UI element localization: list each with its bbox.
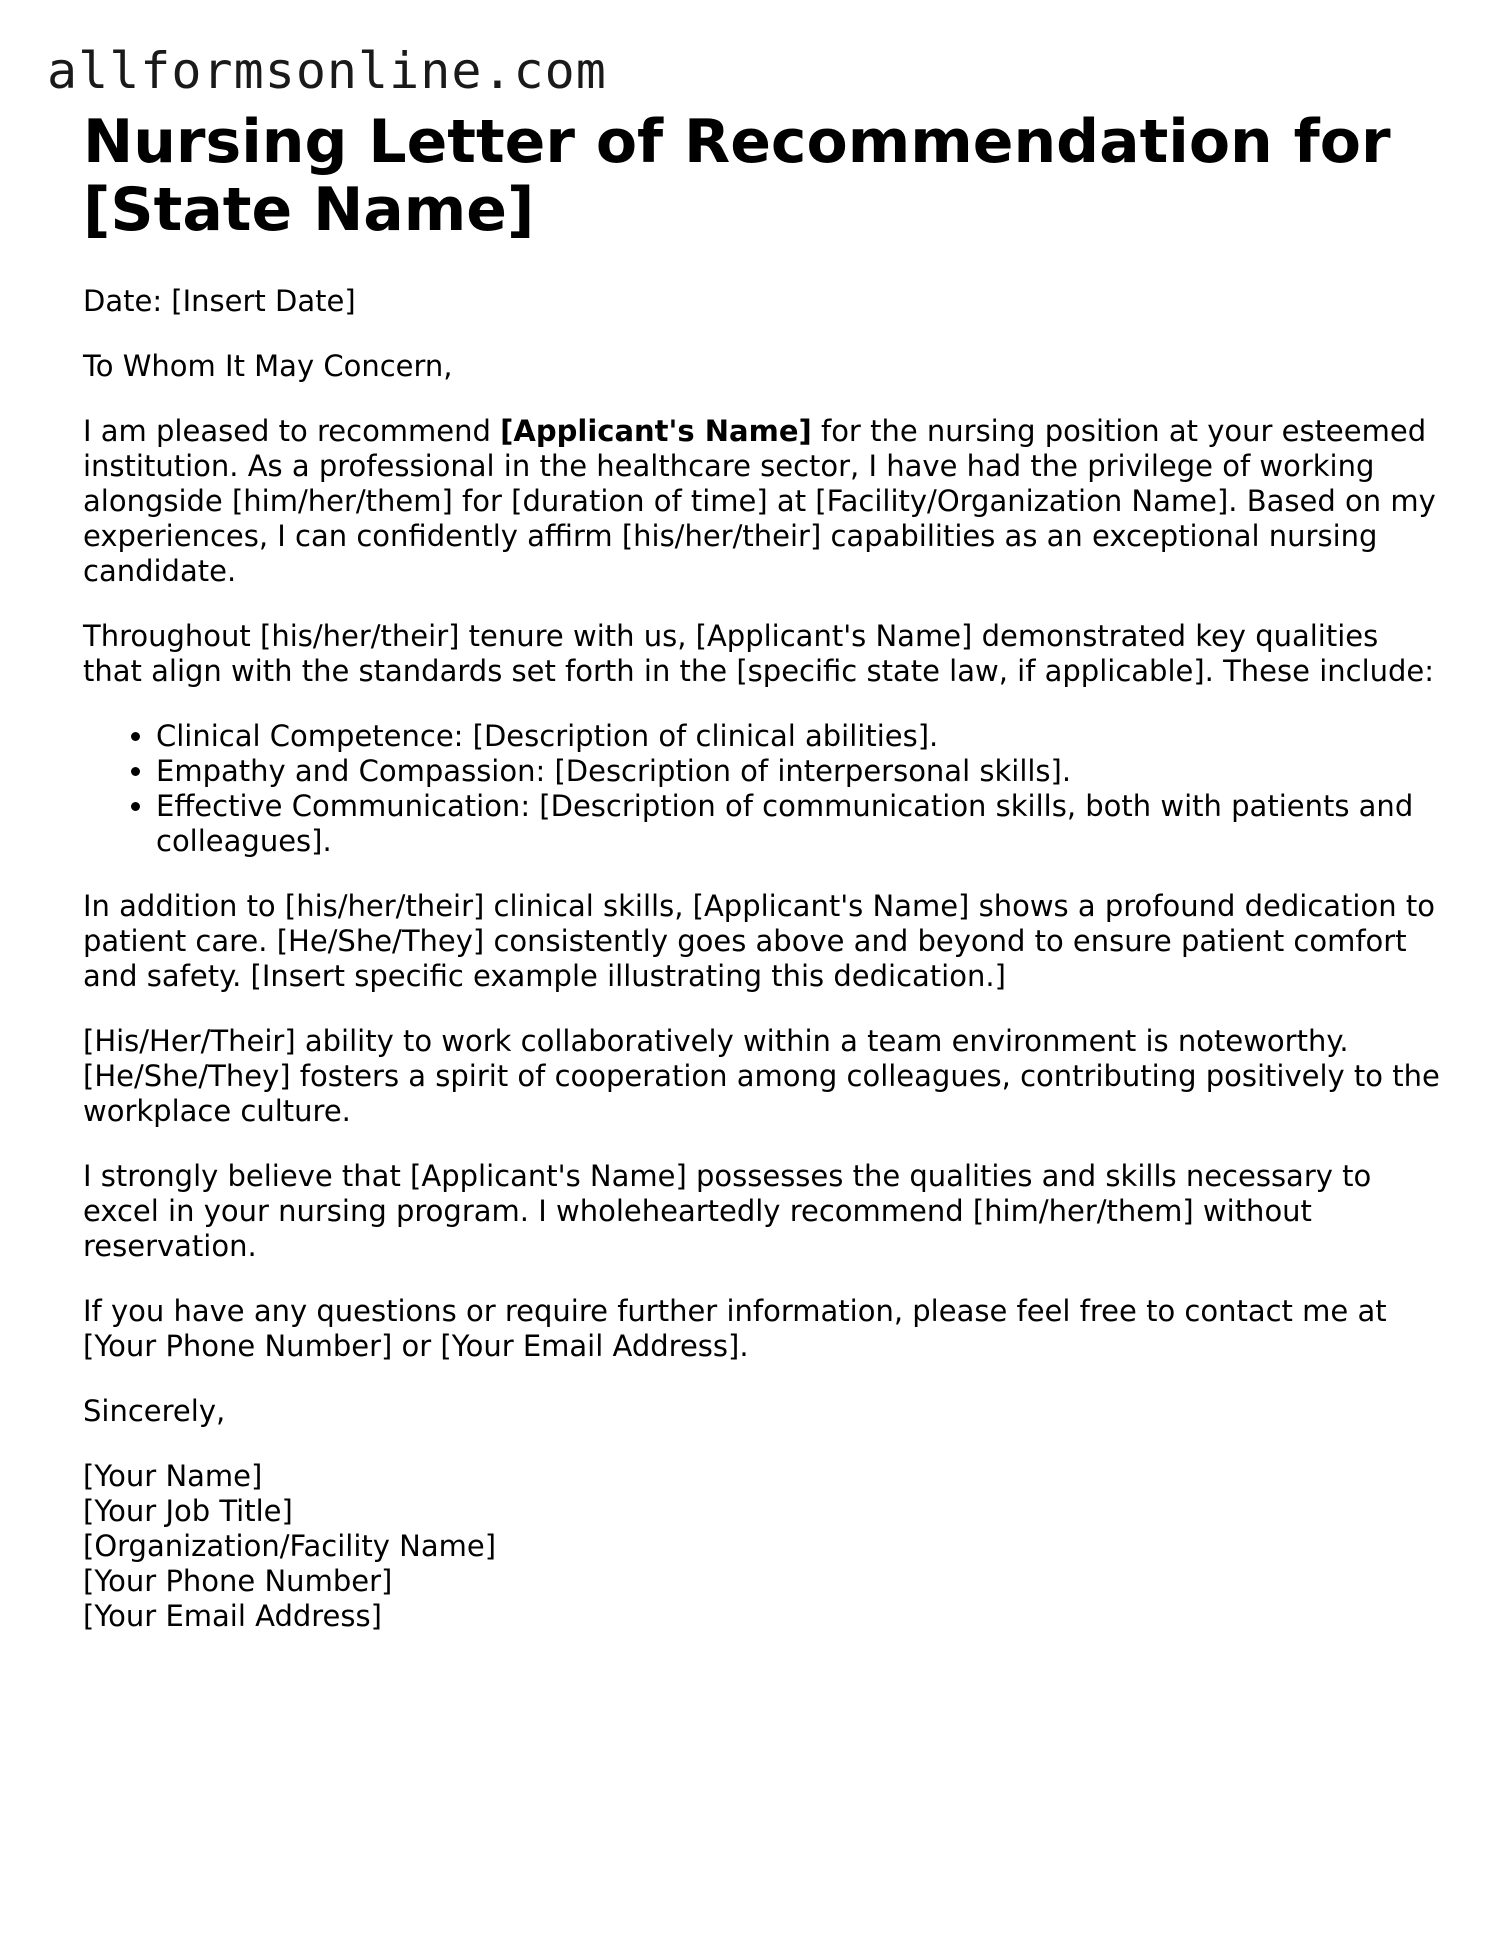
signature-email: [Your Email Address] xyxy=(83,1599,382,1633)
site-watermark: allformsonline.com xyxy=(47,42,607,100)
paragraph-recommendation: I strongly believe that [Applicant's Name] possesses the qualities and skills necessary to excel in your nursing program. I wholeheartedly recommend [him/her/them] without reservation. xyxy=(83,1159,1372,1263)
closing: Sincerely, xyxy=(83,1394,226,1428)
signature-name: [Your Name] xyxy=(83,1459,263,1493)
intro-text-after: for the nursing position at your esteemed institution. As a professional in the healthcare sector, I have had the privilege of working alongside [him/her/them] for [duration of time] at [Facility/Organization Name]. Based on my experiences, I can confidently affirm [his/her/their] capabilities as an exceptional nursing candidate. xyxy=(83,414,1436,588)
signature-job-title: [Your Job Title] xyxy=(83,1494,293,1528)
paragraph-dedication: In addition to [his/her/their] clinical skills, [Applicant's Name] shows a profound dedication to patient care. [He/She/They] consistently goes above and beyond to ensure patient comfort and safety. [Insert specific example illustrating this dedication.] xyxy=(83,889,1435,993)
applicant-name-bold: [Applicant's Name] xyxy=(500,414,812,448)
list-item: • Empathy and Compassion: [Description of interpersonal skills]. xyxy=(156,754,1443,789)
signature-block xyxy=(83,1459,1443,1634)
letter-title: Nursing Letter of Recommendation for [State Name] xyxy=(83,107,1391,245)
signature-organization: [Organization/Facility Name] xyxy=(83,1529,497,1563)
intro-text-before: I am pleased to recommend xyxy=(83,414,501,448)
list-item: • Clinical Competence: [Description of clinical abilities]. xyxy=(156,719,1443,754)
date-line: Date: [Insert Date] xyxy=(83,284,356,318)
signature-phone: [Your Phone Number] xyxy=(83,1564,393,1598)
paragraph-introduction xyxy=(83,414,1443,589)
salutation: To Whom It May Concern, xyxy=(83,349,453,383)
qualities-list xyxy=(83,719,1443,859)
letter-body xyxy=(83,284,1443,1634)
paragraph-qualities-intro: Throughout [his/her/their] tenure with us, [Applicant's Name] demonstrated key qualities that align with the standards set forth in the [specific state law, if applicable]. These include: xyxy=(83,619,1435,688)
letter-page xyxy=(83,108,1443,1634)
paragraph-contact: If you have any questions or require further information, please feel free to contact me at [Your Phone Number] or [Your Email Address]. xyxy=(83,1294,1387,1363)
paragraph-teamwork: [His/Her/Their] ability to work collaboratively within a team environment is noteworthy. [He/She/They] fosters a spirit of cooperation among colleagues, contributing positively to the workplace culture. xyxy=(83,1024,1440,1128)
list-item: • Effective Communication: [Description of communication skills, both with patients and colleagues]. xyxy=(156,789,1443,859)
